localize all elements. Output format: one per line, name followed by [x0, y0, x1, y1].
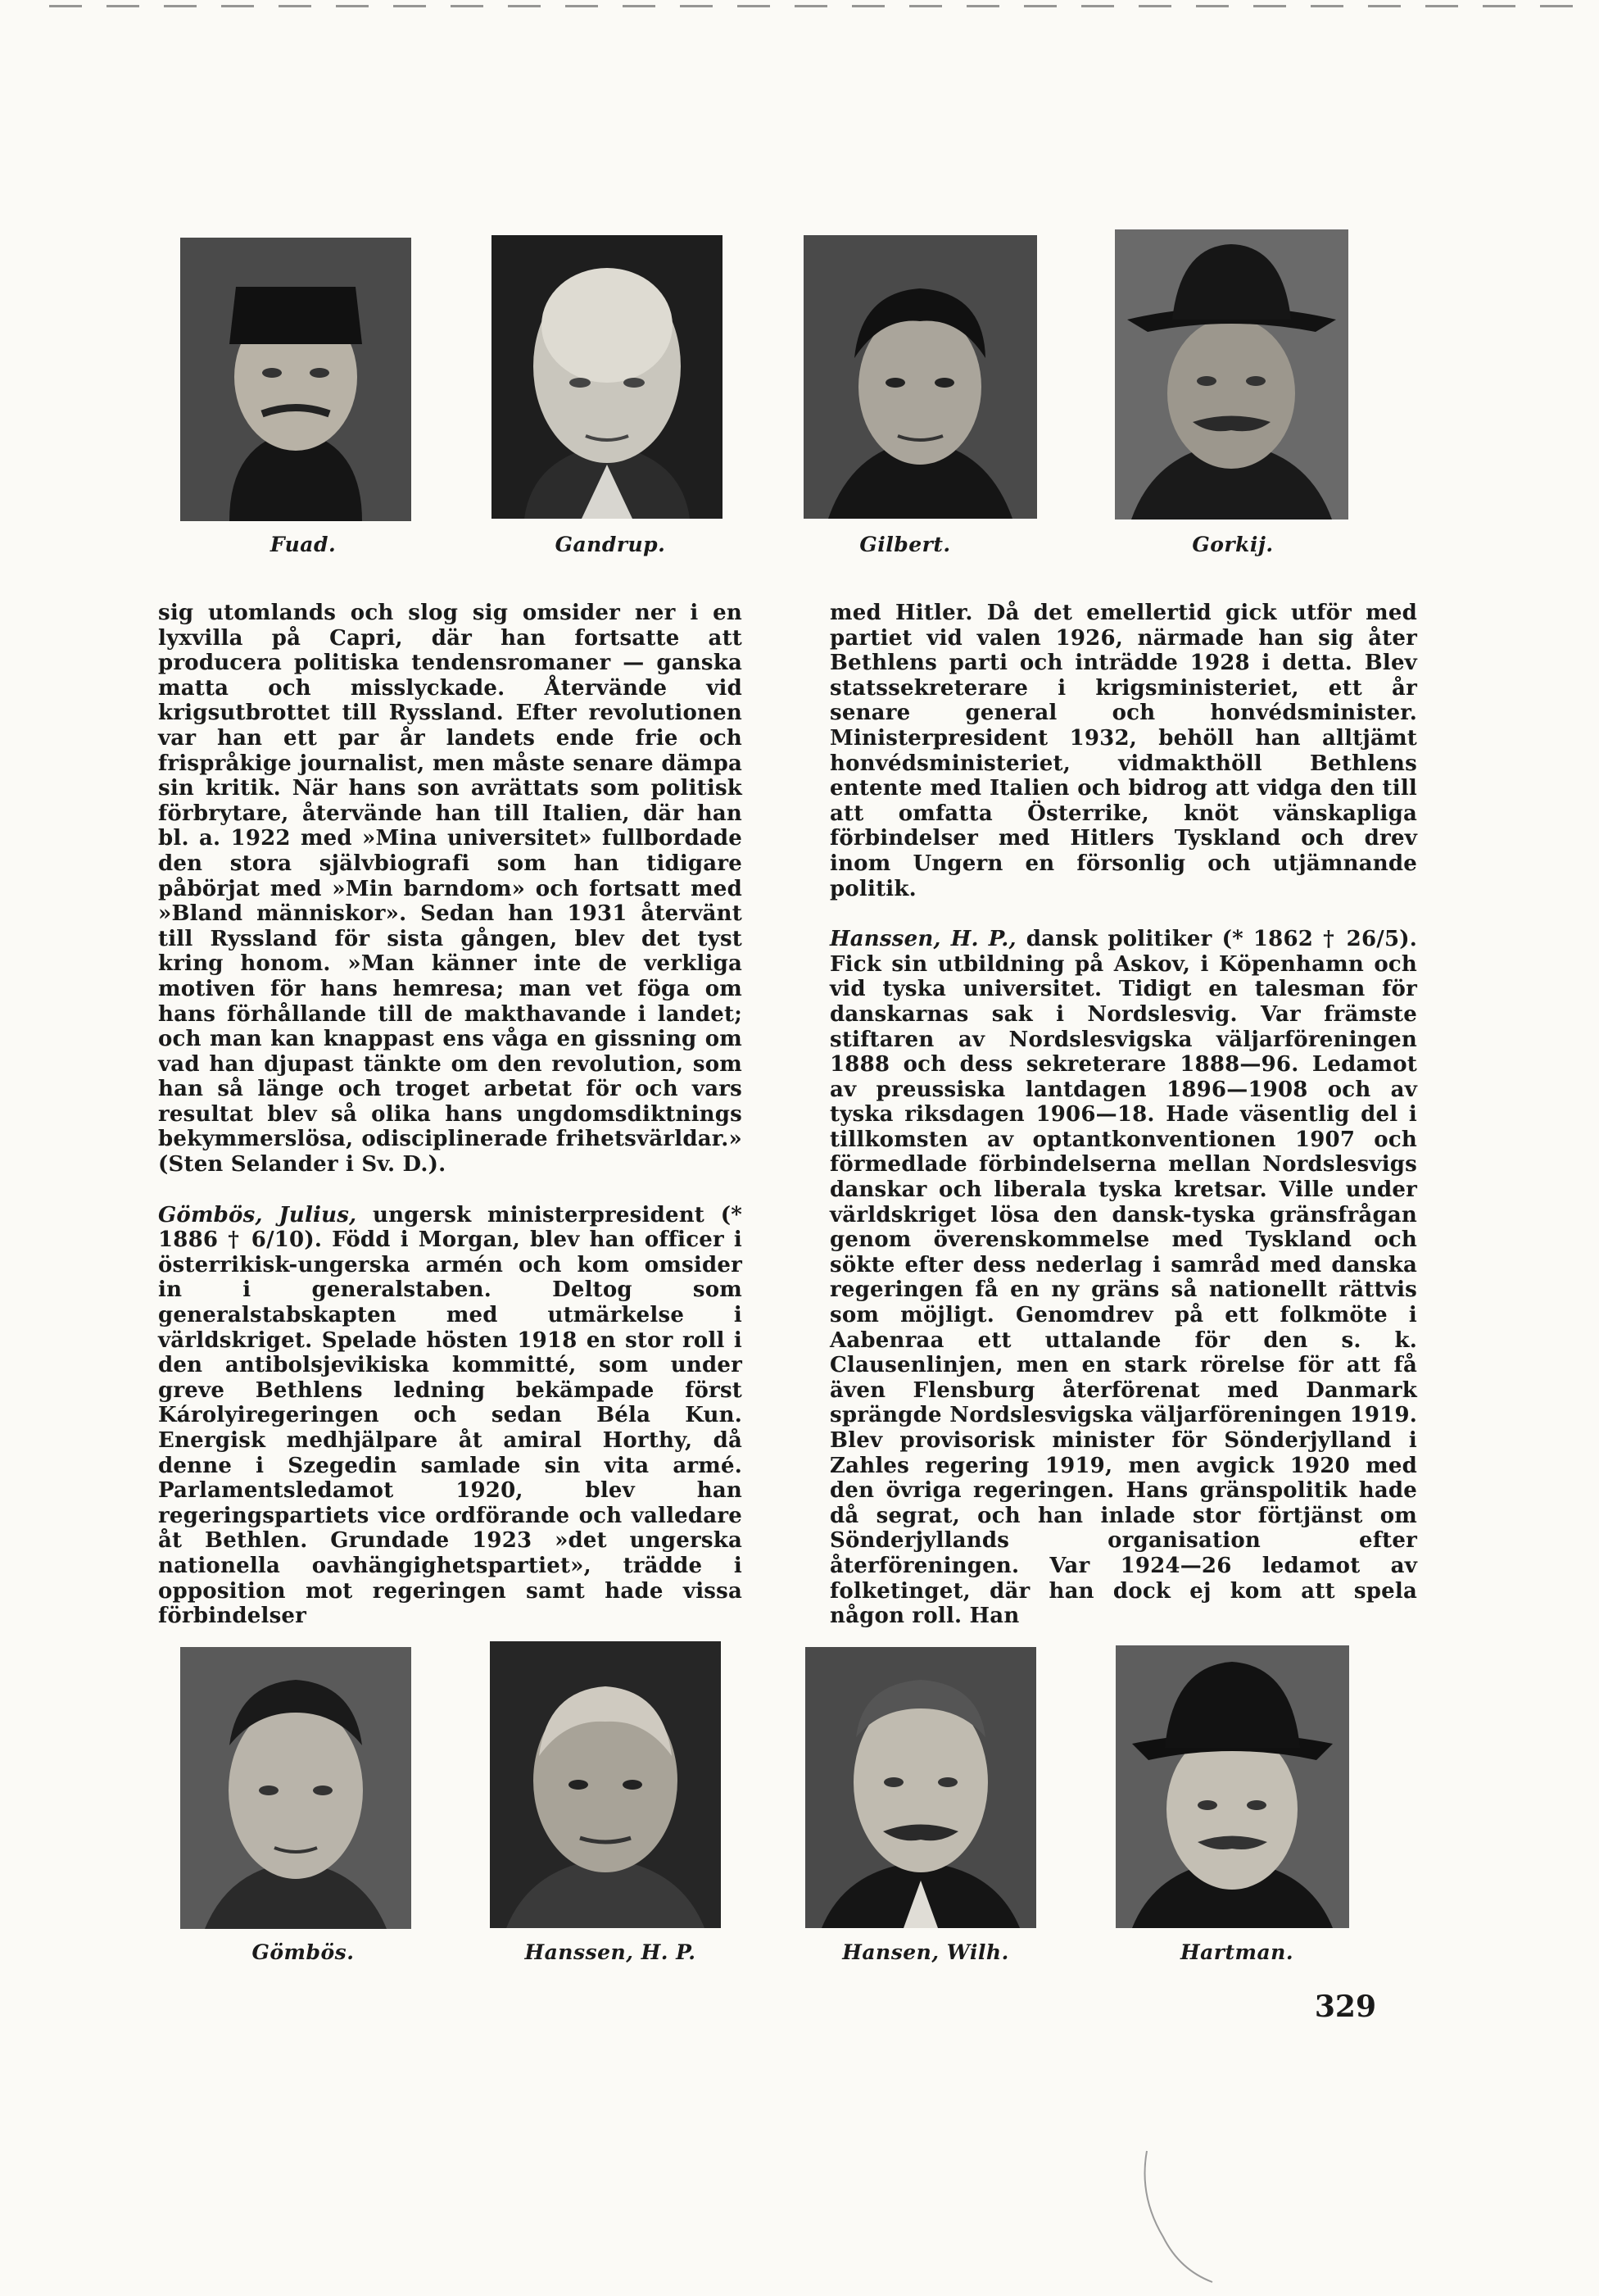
portrait-fez-icon: [180, 238, 411, 521]
top-rule: [49, 5, 1589, 7]
portrait-gorkij: [1115, 229, 1348, 520]
entry-heading-hanssen: Hanssen, H. P.,: [830, 927, 1017, 952]
portrait-icon: [180, 1647, 411, 1929]
entry-gombos: [158, 1203, 742, 1629]
entry-body-hanssen: dansk politiker (* 1862 † 26/5). Fick sin utbildning på Askov, i Köpenhamn och vid tyska universitet. Tidigt en talesman för danskarnas sak i Nordslesvig. Var främste stiftaren av Nordslesvigska väljarföreningen 1888 och dess sekreterare 1888—96. Ledamot av preussiska lantdagen 1896—1908 och av tyska riksdagen 1906—18. Hade väsentlig del i tillkomsten av optantkonventionen 1907 och förmedlade förbindelserna mellan Nordslesvigs danskar och liberala tyska kretsar. Ville under världskriget lösa den dansk-tyska gränsfrågan genom överenskommelse med Tyskland och sökte efter dess nederlag i samråd med danska regeringen få en ny gräns så nationellt rättvis som möjligt. Genomdrev på ett folkmöte i Aabenraa ett uttalande för den s. k. Clausenlinjen, men en stark rörelse för att få även Flensburg återförenat med Danmark sprängde Nordslesvigska väljarföreningen 1919. Blev provisorisk minister för Sönderjylland i Zahles regering 1919, men avgick 1920 med den övriga regeringen. Hans gränspolitik hade då segrat, och han inlade stor förtjänst om Sönderjyllands organisation efter återföreningen. Var 1924—26 ledamot av folketinget, där han dock ej kom att spela någon roll. Han: [830, 927, 1417, 1629]
caption-hansen: Hansen, Wilh.: [842, 1940, 1009, 1964]
left-column: [158, 601, 742, 1629]
pencil-mark-icon: [1130, 2147, 1229, 2286]
right-column: [830, 601, 1417, 1629]
portrait-hansen: [805, 1647, 1036, 1928]
portrait-icon: [490, 1641, 721, 1928]
portrait-hanssen: [490, 1641, 721, 1928]
page-number: 329: [1314, 1990, 1376, 2024]
entry-heading-gombos: Gömbös, Julius,: [158, 1202, 357, 1227]
entry-hanssen: [830, 927, 1417, 1629]
caption-gilbert: Gilbert.: [859, 533, 951, 556]
caption-gandrup: Gandrup.: [555, 533, 666, 556]
paragraph-gombos-continued: med Hitler. Då det emellertid gick utför med partiet vid valen 1926, närmade han sig åter Bethlens parti och inträdde 1928 i detta. Blev statssekreterare i krigsministeriet, ett år senare general och honvédsminister. Ministerpresident 1932, behöll han alltjämt honvédsministeriet, vidmakthöll Bethlens entente med Italien och bidrog att vidga den till att omfatta Österrike, knöt vänskapliga förbindelser med Hitlers Tyskland och drev inom Ungern en försonlig och utjämnande politik.: [830, 601, 1417, 901]
caption-hanssen: Hanssen, H. P.: [524, 1940, 696, 1964]
portrait-hartman: [1116, 1645, 1349, 1928]
portrait-icon: [805, 1647, 1036, 1928]
caption-gombos: Gömbös.: [251, 1940, 355, 1964]
caption-hartman: Hartman.: [1180, 1940, 1294, 1964]
portrait-young-icon: [804, 235, 1037, 519]
caption-fuad: Fuad.: [270, 533, 337, 556]
portrait-gilbert: [804, 235, 1037, 519]
portrait-gandrup: [491, 235, 722, 519]
portrait-fuad: [180, 238, 411, 521]
portrait-bald-icon: [491, 235, 722, 519]
portrait-hat-icon: [1116, 1645, 1349, 1928]
caption-gorkij: Gorkij.: [1192, 533, 1274, 556]
paragraph-gorkij-continued: sig utomlands och slog sig omsider ner i en lyxvilla på Capri, där han fortsatte att producera politiska tendensromaner — ganska matta och misslyckade. Återvände vid krigsutbrottet till Ryssland. Efter revolutionen var han ett par år landets ende frie och frispråkige journalist, men måste senare dämpa sin kritik. När hans son avrättats som politisk förbrytare, återvände han till Italien, där han bl. a. 1922 med »Mina universitet» fullbordade den stora självbiografi som han tidigare påbörjat med »Min barndom» och fortsatt med »Bland människor». Sedan han 1931 återvänt till Ryssland för sista gången, blev det tyst kring honom. »Man känner inte de verkliga motiven för hans hemresa; man vet föga om hans förhållande till de makthavande i landet; och man kan knappast ens våga en gissning om vad han djupast tänkte om den revolution, som han så länge och troget arbetat för och vars resultat blev så olika hans ungdomsdiktnings bekymmerslösa, odisciplinerade frihetsvärldar.» (Sten Selander i Sv. D.).: [158, 601, 742, 1177]
entry-body-gombos: ungersk ministerpresident (* 1886 † 6/10). Född i Morgan, blev han officer i österrikisk-ungerska armén och kom omsider in i generalstaben. Deltog som generalstabskapten med utmärkelse i världskriget. Spelade hösten 1918 en stor roll i den antibolsjevikiska kommitté, som under greve Bethlens ledning bekämpade först Károlyiregeringen och sedan Béla Kun. Energisk medhjälpare åt amiral Horthy, då denne i Szegedin samlade sin vita armé. Parlamentsledamot 1920, blev han regeringspartiets vice ordförande och valledare åt Bethlen. Grundade 1923 »det ungerska nationella oavhängighetspartiet», trädde i opposition mot regeringen samt hade vissa förbindelser: [158, 1202, 742, 1629]
portrait-gombos: [180, 1647, 411, 1929]
portrait-hat-icon: [1115, 229, 1348, 520]
